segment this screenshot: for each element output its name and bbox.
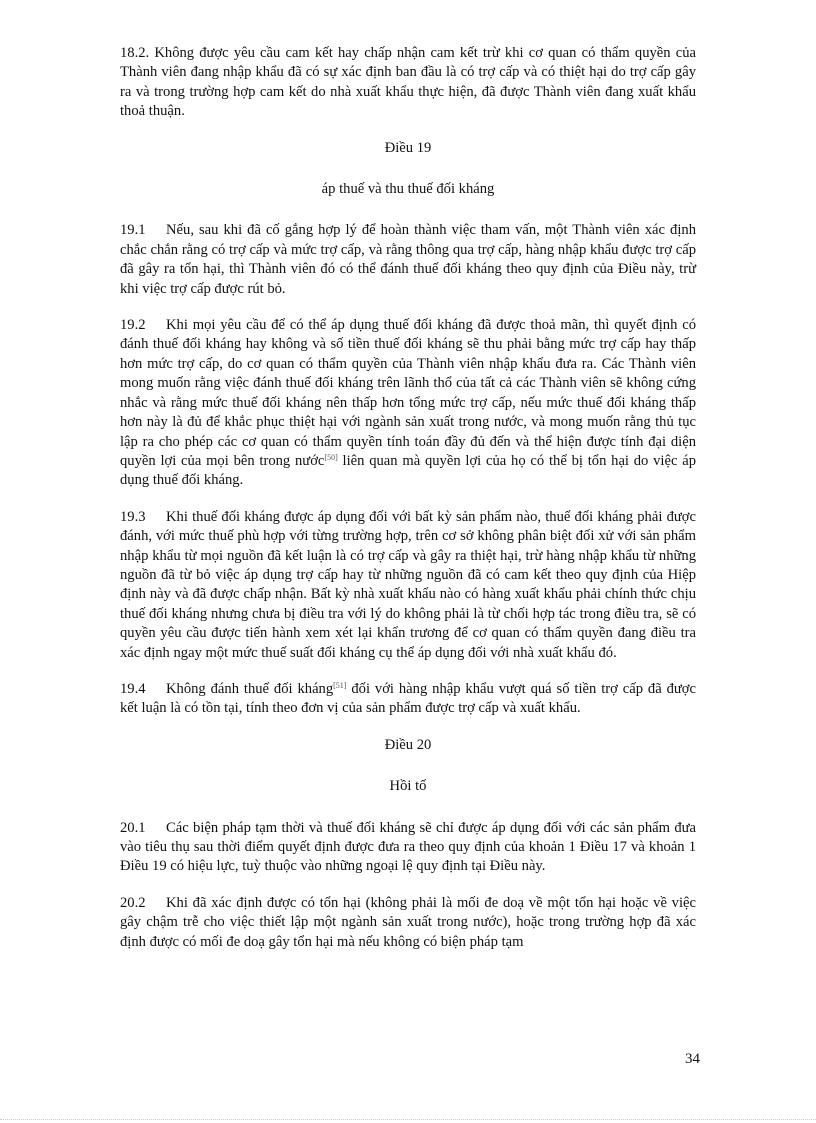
paragraph-number: 19.2 xyxy=(120,317,146,334)
paragraph-text: Các biện pháp tạm thời và thuế đối kháng sẽ chỉ được áp dụng đối với các sản phẩm đưa vào tiêu thụ sau thời điểm quyết định được đưa ra theo quy định của khoản 1 Điều 17 và khoản 1 Điều 19 có hiệu lực, tuỳ thuộc vào những ngoại lệ quy định tại Điều này. xyxy=(120,819,696,875)
paragraph-19-3 xyxy=(120,508,696,663)
paragraph-text: Khi đã xác định được có tổn hại (không phải là mối đe doạ về một tổn hại hoặc về việc gây chậm trễ cho việc thiết lập một ngành sản xuất trong nước), hoặc trong trường hợp đã xác định được có mối đe doạ gây tổn hại mà nếu không có biện pháp tạm xyxy=(120,894,696,950)
article-20-heading: Điều 20 xyxy=(384,736,432,753)
paragraph-20-2 xyxy=(120,894,696,952)
paragraph-19-1 xyxy=(120,221,696,299)
footnote-ref-51[interactable]: [51] xyxy=(333,680,347,690)
paragraph-19-2 xyxy=(120,316,696,491)
paragraph-text: Khi thuế đối kháng được áp dụng đối với bất kỳ sản phẩm nào, thuế đối kháng phải được đánh, với mức thuế phù hợp với từng trường hợp, trên cơ sở không phân biệt đối xử với sản phẩm nhập khẩu từ mọi nguồn đã kết luận là có trợ cấp và gây ra thiệt hại, trừ hàng nhập khẩu từ những nguồn đã từ bỏ việc áp dụng trợ cấp hay từ những nguồn đã có cam kết theo quy định của Hiệp định này và đã được chấp nhận. Bất kỳ nhà xuất khẩu nào có hàng xuất khẩu phải chính thức chịu thuế đối kháng nhưng chưa bị điều tra với lý do không phải là từ chối hợp tác trong điều tra, sẽ có quyền yêu cầu được tiến hành xem xét lại khẩn trương để cơ quan có thẩm quyền đang điều tra xác định ngay một mức thuế suất đối kháng cụ thể áp dụng đối với nhà xuất khẩu đó. xyxy=(120,508,696,661)
paragraph-text: Khi mọi yêu cầu để có thể áp dụng thuế đối kháng đã được thoả mãn, thì quyết định có đánh thuế đối kháng hay không và số tiền thuế đối kháng sẽ thu phải bằng mức trợ cấp hay thấp hơn mức trợ cấp, do cơ quan có thẩm quyền của Thành viên nhập khẩu đưa ra. Các Thành viên mong muốn rằng việc đánh thuế đối kháng trên lãnh thổ của tất cả các Thành viên sẽ không cứng nhắc và rằng mức thuế đối kháng nên thấp hơn tổng mức trợ cấp, nếu mức thuế đối kháng thấp hơn này là đủ để khắc phục thiệt hại với ngành sản xuất trong nước, và mong muốn rằng thủ tục lập ra cho phép các cơ quan có thẩm quyền tính toán đầy đủ đến và thể hiện được tính đại diện quyền lợi của mọi bên trong nước xyxy=(120,317,696,469)
footnote-ref-50[interactable]: [50] xyxy=(324,452,338,462)
paragraph-18-2 xyxy=(120,44,696,122)
paragraph-text-cont: đối với hàng nhập khẩu vượt quá số tiền trợ cấp đã được kết luận là có tồn tại, tính theo đơn vị của sản phẩm được trợ cấp và xuất khẩu. xyxy=(120,680,696,717)
paragraph-number: 20.1 xyxy=(120,819,146,836)
page-number: 34 xyxy=(685,1051,700,1067)
document-page xyxy=(120,44,696,969)
paragraph-text-cont: liên quan mà quyền lợi của họ có thể bị tổn hại do việc áp dụng thuế đối kháng. xyxy=(120,452,696,489)
article-19-title: áp thuế và thu thuế đối kháng xyxy=(321,181,495,198)
article-19-heading: Điều 19 xyxy=(384,139,432,156)
paragraph-text: Không đánh thuế đối kháng xyxy=(166,680,334,697)
page-bottom-divider xyxy=(0,1119,816,1120)
paragraph-19-4 xyxy=(120,680,696,719)
paragraph-text: Nếu, sau khi đã cố gắng hợp lý để hoàn thành việc tham vấn, một Thành viên xác định chắc chắn rằng có trợ cấp và mức trợ cấp, và rằng thông qua trợ cấp, hàng nhập khẩu được trợ cấp đã gây ra tổn hại, thì Thành viên đó có thể đánh thuế đối kháng theo quy định của Điều này, trừ khi việc trợ cấp được rút bỏ. xyxy=(120,222,696,297)
article-20-title: Hồi tố xyxy=(389,778,427,795)
paragraph-number: 19.4 xyxy=(120,680,146,697)
paragraph-20-1 xyxy=(120,819,696,877)
paragraph-number: 20.2 xyxy=(120,894,146,911)
paragraph-number: 19.3 xyxy=(120,508,146,525)
paragraph-number: 19.1 xyxy=(120,222,146,239)
paragraph-18-2-text: 18.2. Không được yêu cầu cam kết hay chấp nhận cam kết trừ khi cơ quan có thẩm quyền của Thành viên đang nhập khẩu đã có sự xác định ban đầu là có trợ cấp và có thiệt hại do trợ cấp gây ra và trong trường hợp cam kết do nhà xuất khẩu thực hiện, đã được Thành viên đang xuất khẩu thoả thuận. xyxy=(120,45,696,120)
